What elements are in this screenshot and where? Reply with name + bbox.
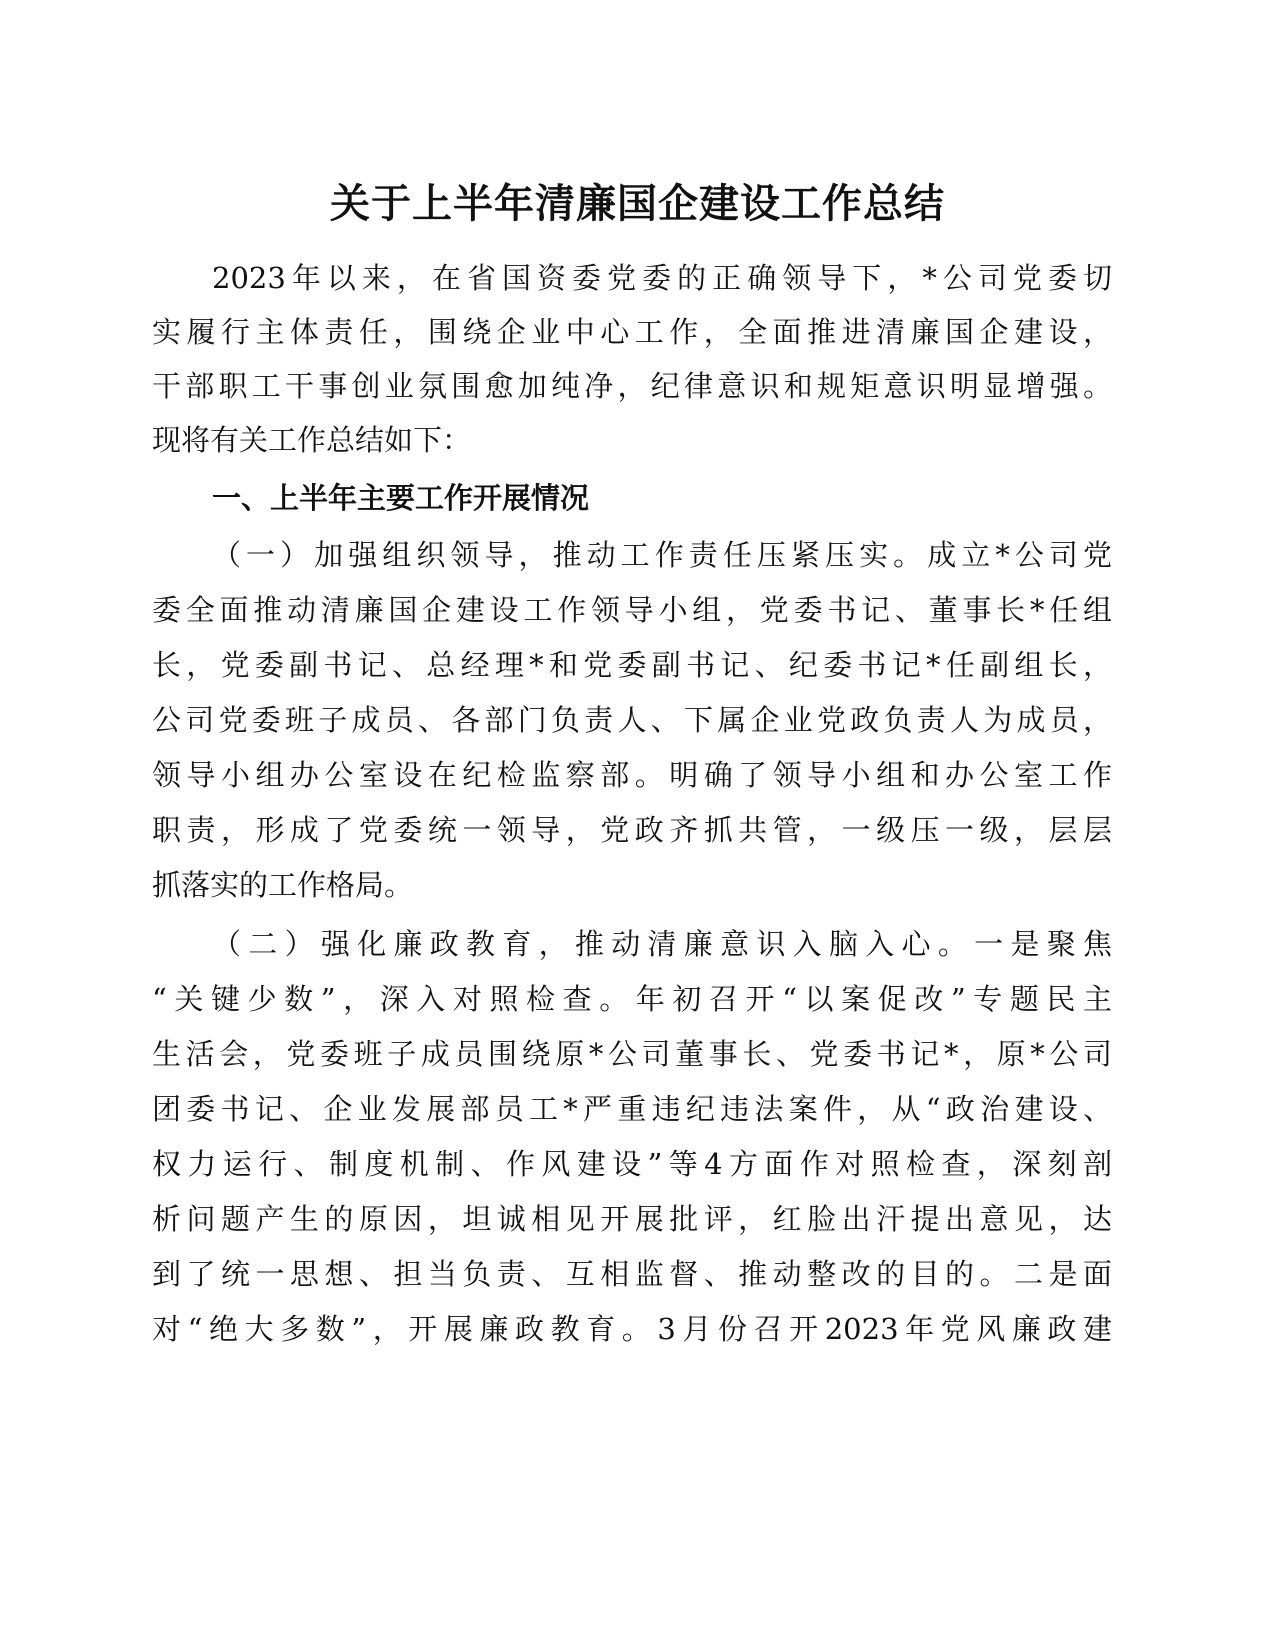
paragraph-1-line-7: 抓落实的工作格局。 — [152, 868, 414, 902]
paragraph-1-line-4: 公司党委班子成员、各部门负责人、下属企业党政负责人为成员， — [152, 703, 1112, 737]
paragraph-2-line-2: “关键少数”，深入对照检查。年初召开“以案促改”专题民主 — [152, 982, 1112, 1016]
paragraph-1-line-1: （一）加强组织领导，推动工作责任压紧压实。成立*公司党 — [212, 538, 1112, 572]
paragraph-2-line-1: （二）强化廉政教育，推动清廉意识入脑入心。一是聚焦 — [212, 927, 1112, 961]
paragraph-1-line-2: 委全面推动清廉国企建设工作领导小组，党委书记、董事长*任组 — [152, 593, 1112, 627]
paragraph-2-line-8: 对“绝大多数”，开展廉政教育。3月份召开2023年党风廉政建 — [152, 1312, 1112, 1346]
paragraph-1-line-6: 职责，形成了党委统一领导，党政齐抓共管，一级压一级，层层 — [152, 813, 1112, 847]
section-heading: 一、上半年主要工作开展情况 — [212, 481, 590, 515]
paragraph-2-line-5: 权力运行、制度机制、作风建设”等4方面作对照检查，深刻剖 — [152, 1147, 1112, 1181]
paragraph-2-line-4: 团委书记、企业发展部员工*严重违纪违法案件，从“政治建设、 — [152, 1092, 1112, 1126]
intro-line-4: 现将有关工作总结如下： — [152, 423, 472, 457]
paragraph-2-line-3: 生活会，党委班子成员围绕原*公司董事长、党委书记*，原*公司 — [152, 1037, 1112, 1071]
paragraph-1-line-3: 长，党委副书记、总经理*和党委副书记、纪委书记*任副组长， — [152, 648, 1112, 682]
paragraph-2-line-6: 析问题产生的原因，坦诚相见开展批评，红脸出汗提出意见，达 — [152, 1202, 1112, 1236]
intro-line-2: 实履行主体责任，围绕企业中心工作，全面推进清廉国企建设， — [152, 315, 1112, 349]
intro-line-3: 干部职工干事创业氛围愈加纯净，纪律意识和规矩意识明显增强。 — [152, 369, 1112, 403]
paragraph-2-line-7: 到了统一思想、担当负责、互相监督、推动整改的目的。二是面 — [152, 1257, 1112, 1291]
paragraph-1-line-5: 领导小组办公室设在纪检监察部。明确了领导小组和办公室工作 — [152, 758, 1112, 792]
document-title: 关于上半年清廉国企建设工作总结 — [330, 180, 945, 227]
intro-line-1: 2023年以来，在省国资委党委的正确领导下，*公司党委切 — [212, 261, 1112, 295]
